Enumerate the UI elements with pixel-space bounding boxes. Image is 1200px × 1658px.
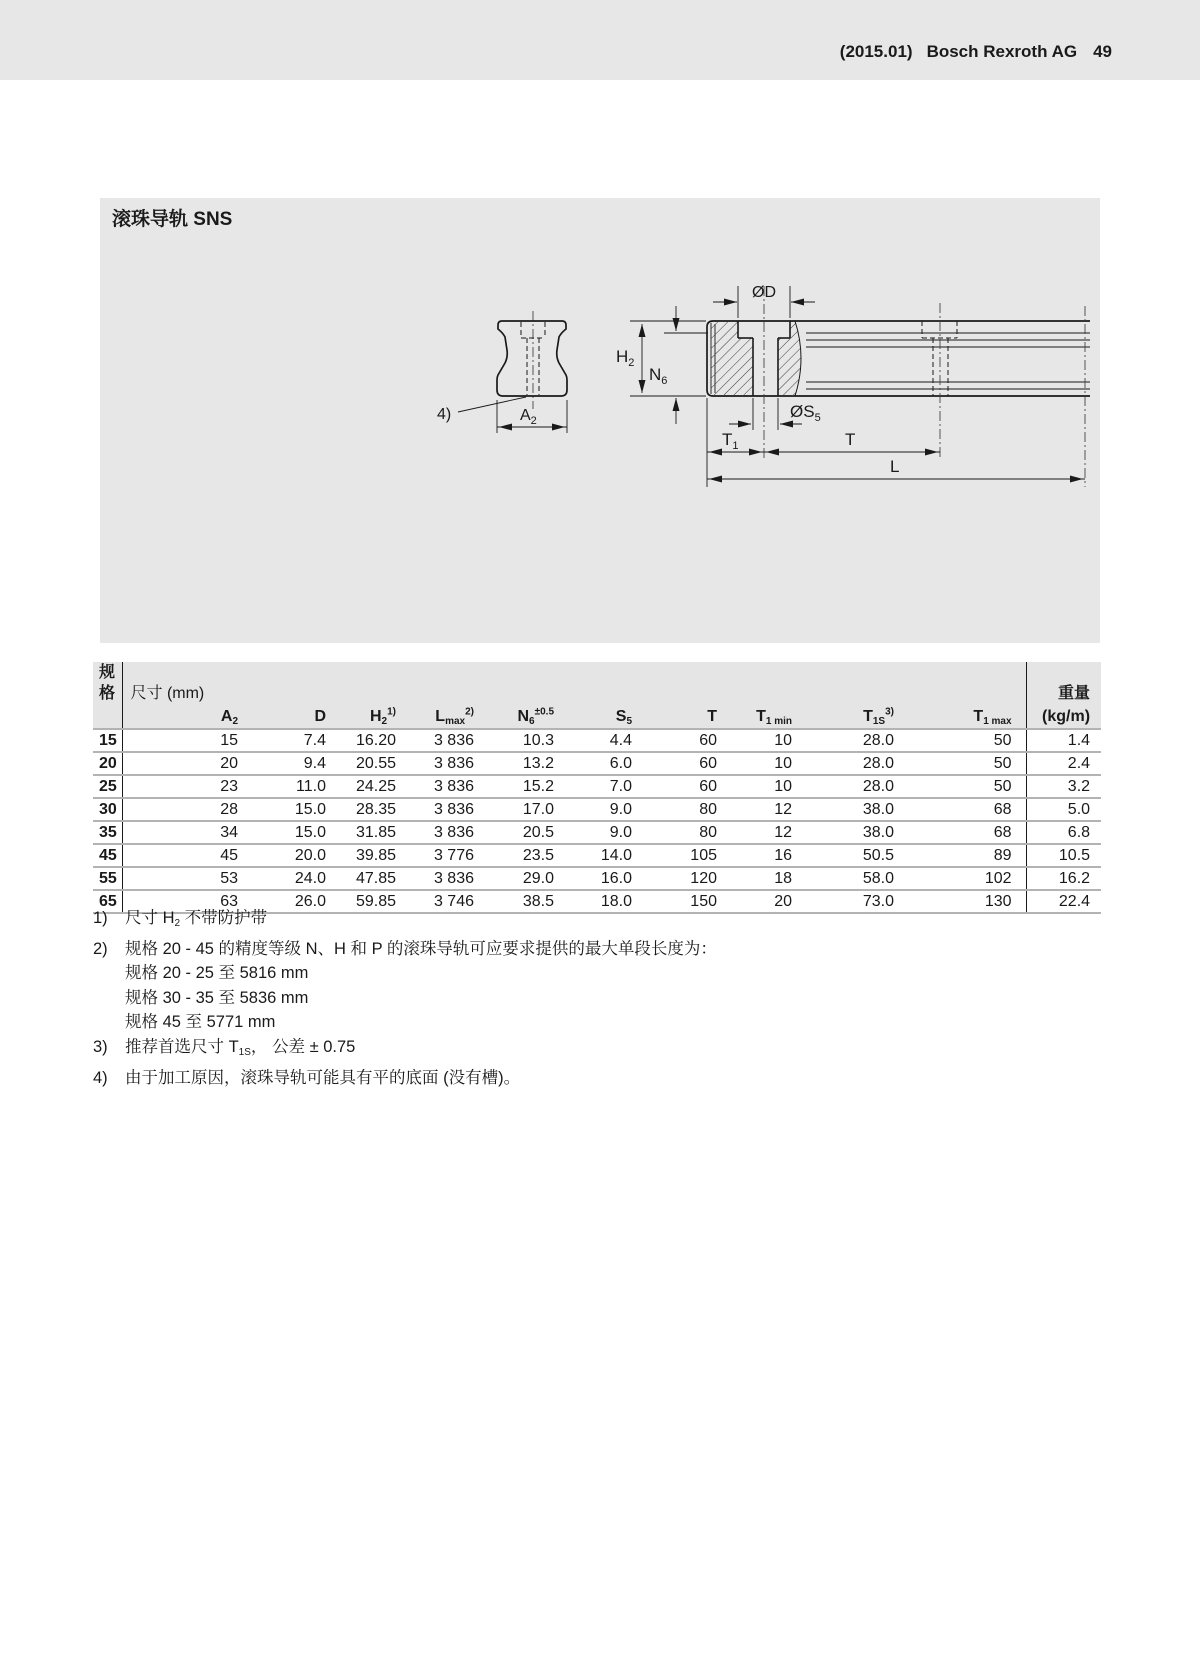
table-cell: 23 (122, 775, 252, 798)
table-cell: 150 (646, 890, 731, 913)
col-header-dim-5: $S_5$ (568, 704, 646, 729)
label-note4: 4) (437, 406, 452, 423)
table-cell: 60 (646, 729, 731, 752)
table-cell: 12 (731, 798, 806, 821)
table-cell: 60 (646, 775, 731, 798)
table-cell: 15.0 (252, 798, 340, 821)
table-cell: 73.0 (806, 890, 908, 913)
page-header-band (0, 0, 1200, 80)
table-cell: 28 (122, 798, 252, 821)
table-cell: 63 (122, 890, 252, 913)
table-cell: 28.35 (340, 798, 410, 821)
table-cell: 38.0 (806, 798, 908, 821)
col-header-dim-6: T (646, 704, 731, 729)
footnote-number (93, 1010, 125, 1035)
table-cell: 17.0 (488, 798, 568, 821)
table-cell: 12 (731, 821, 806, 844)
table-cell: 58.0 (806, 867, 908, 890)
drawing-panel (100, 198, 1100, 643)
table-cell: 10.5 (1026, 844, 1101, 867)
table-cell: 3 746 (410, 890, 488, 913)
table-cell: 11.0 (252, 775, 340, 798)
footnote-line (93, 1066, 993, 1091)
label-t1: $T_1$ (722, 430, 739, 452)
table-cell: 59.85 (340, 890, 410, 913)
cell-size: 30 (93, 798, 122, 821)
label-h2: $H_2$ (616, 347, 635, 369)
table-cell: 9.0 (568, 798, 646, 821)
col-header-dim-7: $T_{1 min}$ (731, 704, 806, 729)
label-a2: $A_2$ (520, 407, 537, 427)
table-cell: 10 (731, 775, 806, 798)
table-cell: 3.2 (1026, 775, 1101, 798)
table-cell: 28.0 (806, 729, 908, 752)
footnote-number (93, 986, 125, 1011)
table-cell: 50 (908, 729, 1026, 752)
col-header-dim-8: $T_{1S}^{3)}$ (806, 704, 908, 729)
table-cell: 3 836 (410, 798, 488, 821)
table-cell: 102 (908, 867, 1026, 890)
cell-size: 25 (93, 775, 122, 798)
dim-n6 (664, 306, 708, 424)
footnote-text: 规格 20 - 25 至 5816 mm (125, 964, 309, 983)
header-company: Bosch Rexroth AG (926, 42, 1078, 61)
table-cell: 50 (908, 752, 1026, 775)
table-cell: 39.85 (340, 844, 410, 867)
dimensions-table (93, 662, 1101, 914)
table-cell: 14.0 (568, 844, 646, 867)
table-cell: 16.0 (568, 867, 646, 890)
table-cell: 28.0 (806, 752, 908, 775)
table-cell: 68 (908, 798, 1026, 821)
table-cell: 45 (122, 844, 252, 867)
hole-centerlines (764, 286, 1085, 487)
table-cell: 80 (646, 821, 731, 844)
table-cell: 29.0 (488, 867, 568, 890)
table-cell: 50 (908, 775, 1026, 798)
col-header-dim-0: $A_2$ (122, 704, 252, 729)
col-header-weight-unit: (kg/m) (1026, 704, 1101, 729)
table-row (93, 844, 1101, 867)
table-row (93, 752, 1101, 775)
table-cell: 22.4 (1026, 890, 1101, 913)
table-cell: 6.8 (1026, 821, 1101, 844)
table-cell: 34 (122, 821, 252, 844)
footnote-line (93, 1010, 993, 1035)
footnote-line (93, 986, 993, 1011)
cell-size: 45 (93, 844, 122, 867)
table-cell: 38.0 (806, 821, 908, 844)
table-cell: 4.4 (568, 729, 646, 752)
footnote-line (93, 1035, 993, 1066)
table-cell: 18 (731, 867, 806, 890)
table-cell: 20.0 (252, 844, 340, 867)
footnote-text: 规格 30 - 35 至 5836 mm (125, 988, 309, 1007)
table-cell: 1.4 (1026, 729, 1101, 752)
table-cell: 89 (908, 844, 1026, 867)
table-cell: 3 836 (410, 775, 488, 798)
footnote-text: 由于加工原因，滚珠导轨可能具有平的底面 (没有槽)。 (125, 1068, 521, 1087)
table-row (93, 821, 1101, 844)
footnote-text: 尺寸 $H_2$ 不带防护带 (125, 909, 268, 929)
section-hatch (711, 321, 801, 396)
col-header-dim-3: $L_{max}^{2)}$ (410, 704, 488, 729)
footnote-text: 规格 45 至 5771 mm (125, 1013, 276, 1032)
table-header-row-columns (93, 704, 1101, 729)
table-cell: 10 (731, 752, 806, 775)
footnote-text: 规格 20 - 45 的精度等级 N、H 和 P 的滚珠导轨可应要求提供的最大单段长度为： (125, 939, 717, 958)
cell-size: 15 (93, 729, 122, 752)
dim-h2 (630, 321, 706, 396)
label-l: L (890, 457, 900, 476)
table-cell: 3 836 (410, 729, 488, 752)
table-cell: 7.0 (568, 775, 646, 798)
footnote-number (93, 961, 125, 986)
footnote-number: 2) (93, 939, 108, 958)
col-header-dimensions: 尺寸 (mm) (122, 662, 1026, 704)
footnote-text: 推荐首选尺寸 $T_{1S}$， 公差 ± 0.75 (125, 1037, 356, 1058)
col-header-empty (93, 704, 122, 729)
section-title: 滚珠导轨 SNS (112, 209, 233, 230)
label-t: T (845, 430, 856, 449)
col-header-weight: 重量 (1026, 662, 1101, 704)
table-cell: 38.5 (488, 890, 568, 913)
footnote-number: 4) (93, 1068, 108, 1087)
technical-drawing (100, 198, 1100, 643)
table-header-row-groups (93, 662, 1101, 704)
table-cell: 3 836 (410, 821, 488, 844)
table-cell: 16.2 (1026, 867, 1101, 890)
table-cell: 20.5 (488, 821, 568, 844)
table-cell: 28.0 (806, 775, 908, 798)
header-date: (2015.01) (839, 42, 913, 61)
table-cell: 130 (908, 890, 1026, 913)
table-cell: 18.0 (568, 890, 646, 913)
table-cell: 16 (731, 844, 806, 867)
table-cell: 47.85 (340, 867, 410, 890)
col-header-dim-4: $N_6^{\pm 0.5}$ (488, 704, 568, 729)
table-cell: 9.4 (252, 752, 340, 775)
label-od: ØD (752, 284, 776, 301)
header-page-number: 49 (1093, 42, 1112, 61)
table-cell: 3 836 (410, 867, 488, 890)
table-cell: 20 (731, 890, 806, 913)
table-cell: 80 (646, 798, 731, 821)
table-cell: 2.4 (1026, 752, 1101, 775)
table-cell: 20.55 (340, 752, 410, 775)
footnote-number: 1) (93, 909, 108, 927)
table-cell: 6.0 (568, 752, 646, 775)
footnote-line (93, 937, 993, 962)
side-view (630, 286, 1090, 487)
table-cell: 60 (646, 752, 731, 775)
table-row (93, 775, 1101, 798)
footnote-line (93, 906, 993, 937)
table-cell: 15.2 (488, 775, 568, 798)
table-cell: 15 (122, 729, 252, 752)
footnotes (93, 906, 993, 1090)
table-cell: 3 836 (410, 752, 488, 775)
note4-leader (458, 397, 526, 412)
table-cell: 9.0 (568, 821, 646, 844)
col-header-size: 规格 (93, 662, 122, 704)
table-cell: 31.85 (340, 821, 410, 844)
table-cell: 23.5 (488, 844, 568, 867)
col-header-dim-1: D (252, 704, 340, 729)
table-cell: 24.25 (340, 775, 410, 798)
hidden-second-hole (922, 321, 957, 396)
cell-size: 35 (93, 821, 122, 844)
col-header-dim-2: $H_2^{1)}$ (340, 704, 410, 729)
table-cell: 3 776 (410, 844, 488, 867)
table-cell: 13.2 (488, 752, 568, 775)
table-cell: 53 (122, 867, 252, 890)
dim-t1-t (707, 398, 940, 487)
footnote-number: 3) (93, 1037, 108, 1056)
table-cell: 10.3 (488, 729, 568, 752)
cell-size: 55 (93, 867, 122, 890)
table-cell: 68 (908, 821, 1026, 844)
cell-size: 65 (93, 890, 122, 913)
cell-size: 20 (93, 752, 122, 775)
table-cell: 105 (646, 844, 731, 867)
label-n6: $N_6$ (649, 365, 668, 387)
table-row (93, 798, 1101, 821)
table-cell: 120 (646, 867, 731, 890)
col-header-dim-9: $T_{1 max}$ (908, 704, 1026, 729)
table-cell: 20 (122, 752, 252, 775)
footnote-line (93, 961, 993, 986)
table-body (93, 729, 1101, 913)
table-row (93, 729, 1101, 752)
table-cell: 26.0 (252, 890, 340, 913)
table-cell: 16.20 (340, 729, 410, 752)
rail-profile-outline (497, 321, 567, 396)
table-cell: 24.0 (252, 867, 340, 890)
table-row (93, 867, 1101, 890)
table-cell: 5.0 (1026, 798, 1101, 821)
label-s5: $ØS_5$ (790, 402, 821, 424)
table-cell: 50.5 (806, 844, 908, 867)
table-cell: 10 (731, 729, 806, 752)
table-cell: 7.4 (252, 729, 340, 752)
cross-section-view (458, 311, 567, 433)
table-cell: 15.0 (252, 821, 340, 844)
